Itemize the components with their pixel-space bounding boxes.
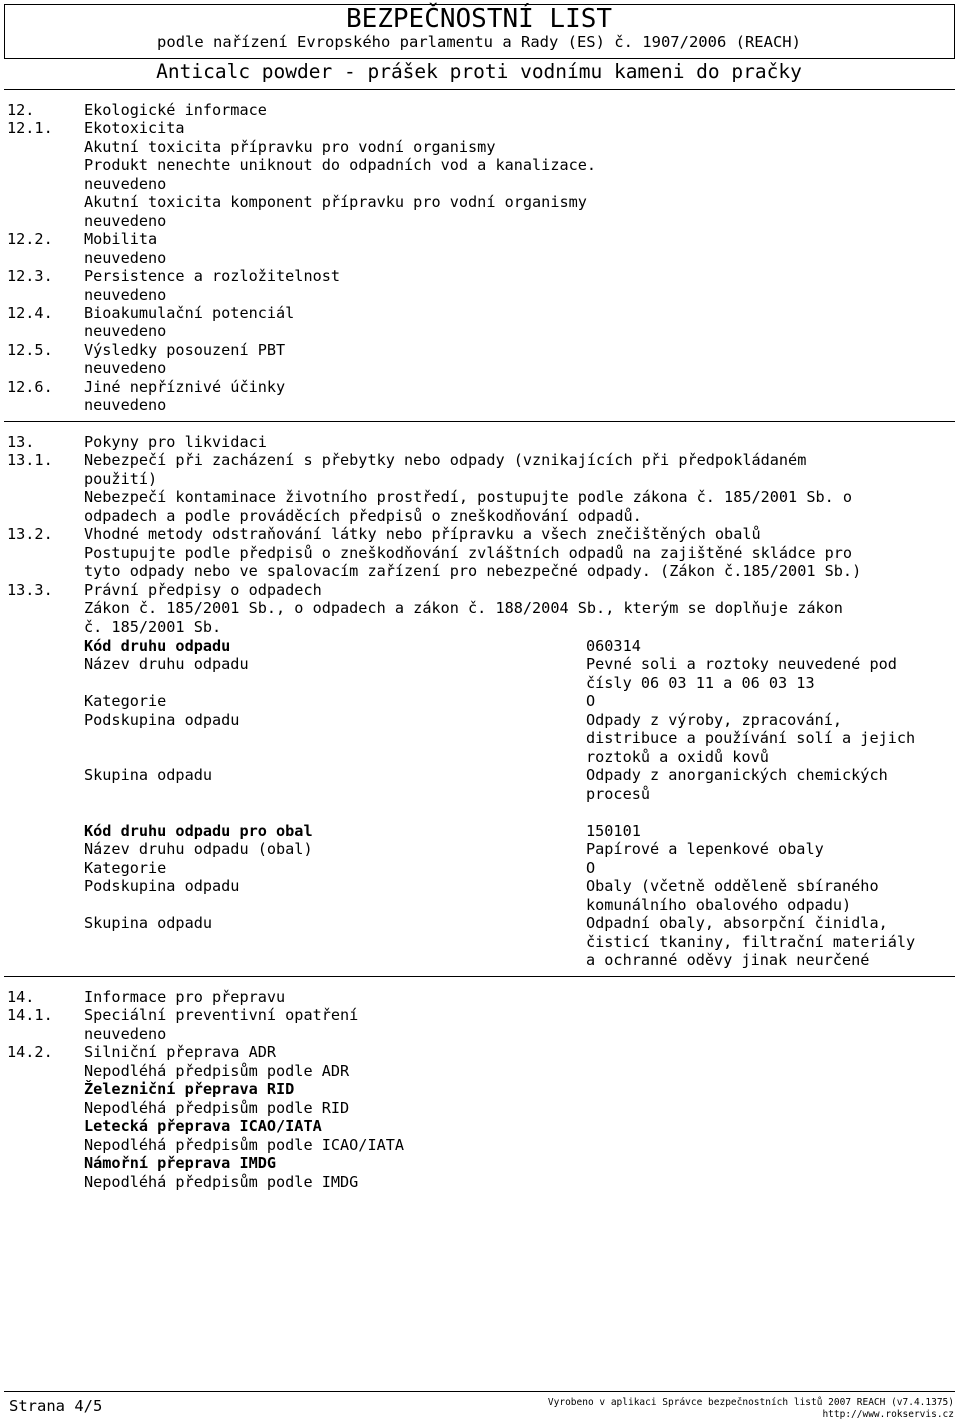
section-text: Železniční přeprava RID [84,1080,295,1099]
section-text: Zákon č. 185/2001 Sb., o odpadech a zákon č. 188/2004 Sb., kterým se doplňuje zákon [84,599,843,618]
document-title: BEZPEČNOSTNÍ LIST [345,4,613,34]
generator-note: Vyrobeno v aplikaci Správce bezpečnostních listů 2007 REACH (v7.4.1375) [547,1397,954,1408]
field-value: Odpady z výroby, zpracování, [586,710,843,729]
section-text: neuvedeno [84,285,167,304]
section-heading: Silniční přeprava ADR [84,1043,277,1062]
section-text: odpadech a podle prováděcích předpisů o zneškodňování odpadů. [84,506,642,525]
field-label: Kód druhu odpadu pro obal [84,822,313,840]
section-text: Nepodléhá předpisům podle RID [84,1098,350,1117]
field-value: O [586,858,596,877]
section-text: Námořní přeprava IMDG [84,1154,277,1173]
section-text: Produkt nenechte uniknout do odpadních vod a kanalizace. [84,156,597,175]
page-number: Strana 4/5 [9,1397,103,1415]
section-heading: Nebezpečí při zacházení s přebytky nebo odpady (vznikajících při předpokládaném [84,451,807,470]
field-label: Skupina odpadu [84,914,213,933]
section-heading: Pokyny pro likvidaci [84,433,267,451]
field-label: Kategorie [84,692,167,711]
section-text: Nepodléhá předpisům podle IMDG [84,1172,359,1191]
section-heading: Vhodné metody odstraňování látky nebo přípravku a všech znečištěných obalů [84,525,761,544]
section-text: Akutní toxicita komponent přípravku pro vodní organismy [84,193,587,212]
section-text: neuvedeno [84,359,167,378]
field-value: Odpadní obaly, absorpční činidla, [586,914,888,933]
section-text: Akutní toxicita přípravku pro vodní organismy [84,137,496,156]
field-label: Podskupina odpadu [84,877,240,896]
vendor-link[interactable]: http://www.rokservis.cz [822,1409,954,1420]
section-text: neuvedeno [84,322,167,341]
field-label: Podskupina odpadu [84,710,240,729]
divider [4,976,955,977]
section-text: Nepodléhá předpisům podle ICAO/IATA [84,1135,405,1154]
section-text: neuvedeno [84,248,167,267]
field-value: roztoků a oxidů kovů [586,747,769,766]
field-value: čísly 06 03 11 a 06 03 13 [586,673,815,692]
field-label: Název druhu odpadu (obal) [84,840,313,859]
section-heading: Informace pro přepravu [84,988,286,1006]
section-number: 13.1. [7,451,53,470]
divider [4,421,955,422]
field-value: a ochranné oděvy jinak neurčené [586,951,870,970]
section-text: Postupujte podle předpisů o zneškodňování zvláštních odpadů na zajištěné skládce pro [84,543,853,562]
section-number: 13.3. [7,580,53,599]
section-text: neuvedeno [84,1024,167,1043]
section-heading: Ekotoxicita [84,119,185,138]
field-label: Kategorie [84,858,167,877]
section-text: č. 185/2001 Sb. [84,617,222,636]
section-text: Nebezpečí kontaminace životního prostředí, postupujte podle zákona č. 185/2001 Sb. o [84,488,853,507]
field-value: distribuce a používání solí a jejich [586,729,916,748]
section-number: 14.2. [7,1043,53,1062]
section-number: 13. [7,433,35,451]
section-number: 12.1. [7,119,53,138]
section-text: Letecká přeprava ICAO/IATA [84,1117,322,1136]
section-number: 13.2. [7,525,53,544]
section-heading: Speciální preventivní opatření [84,1006,359,1025]
footer-credits [548,1397,954,1421]
footer-divider [4,1391,955,1392]
section-number: 12.5. [7,340,53,359]
field-value: 150101 [586,822,641,840]
section-number: 12. [7,101,35,119]
section-text: neuvedeno [84,174,167,193]
field-value: Papírové a lepenkové obaly [586,840,824,859]
section-number: 12.6. [7,377,53,396]
field-value: Obaly (včetně odděleně sbíraného [586,877,879,896]
section-number: 12.4. [7,303,53,322]
field-value: Pevné soli a roztoky neuvedené pod [586,655,897,674]
section-number: 12.2. [7,230,53,249]
field-label: Skupina odpadu [84,766,213,785]
field-value: procesů [586,784,651,803]
field-value: Odpady z anorganických chemických [586,766,888,785]
section-number: 12.3. [7,267,53,286]
document-subtitle: podle nařízení Evropského parlamentu a Rady (ES) č. 1907/2006 (REACH) [157,33,801,51]
product-name: Anticalc powder - prášek proti vodnímu kameni do pračky [156,60,802,83]
section-heading: Ekologické informace [84,101,267,119]
section-text: použití) [84,469,158,488]
field-label: Název druhu odpadu [84,655,249,674]
section-heading: Výsledky posouzení PBT [84,340,286,359]
section-text: tyto odpady nebo ve spalovacím zařízení pro nebezpečné odpady. (Zákon č.185/2001 Sb.) [84,562,862,581]
field-label: Kód druhu odpadu [84,637,231,655]
section-heading: Bioakumulační potenciál [84,303,295,322]
section-number: 14. [7,988,35,1006]
field-value: komunálního obalového odpadu) [586,895,852,914]
field-value: 060314 [586,637,641,655]
section-number: 14.1. [7,1006,53,1025]
field-value: čisticí tkaniny, filtrační materiály [586,932,916,951]
section-heading: Persistence a rozložitelnost [84,267,341,286]
section-text: Nepodléhá předpisům podle ADR [84,1061,350,1080]
section-text: neuvedeno [84,396,167,415]
section-heading: Právní předpisy o odpadech [84,580,322,599]
section-heading: Mobilita [84,230,158,249]
field-value: O [586,692,596,711]
section-heading: Jiné nepříznivé účinky [84,377,286,396]
section-text: neuvedeno [84,211,167,230]
divider [4,89,955,90]
